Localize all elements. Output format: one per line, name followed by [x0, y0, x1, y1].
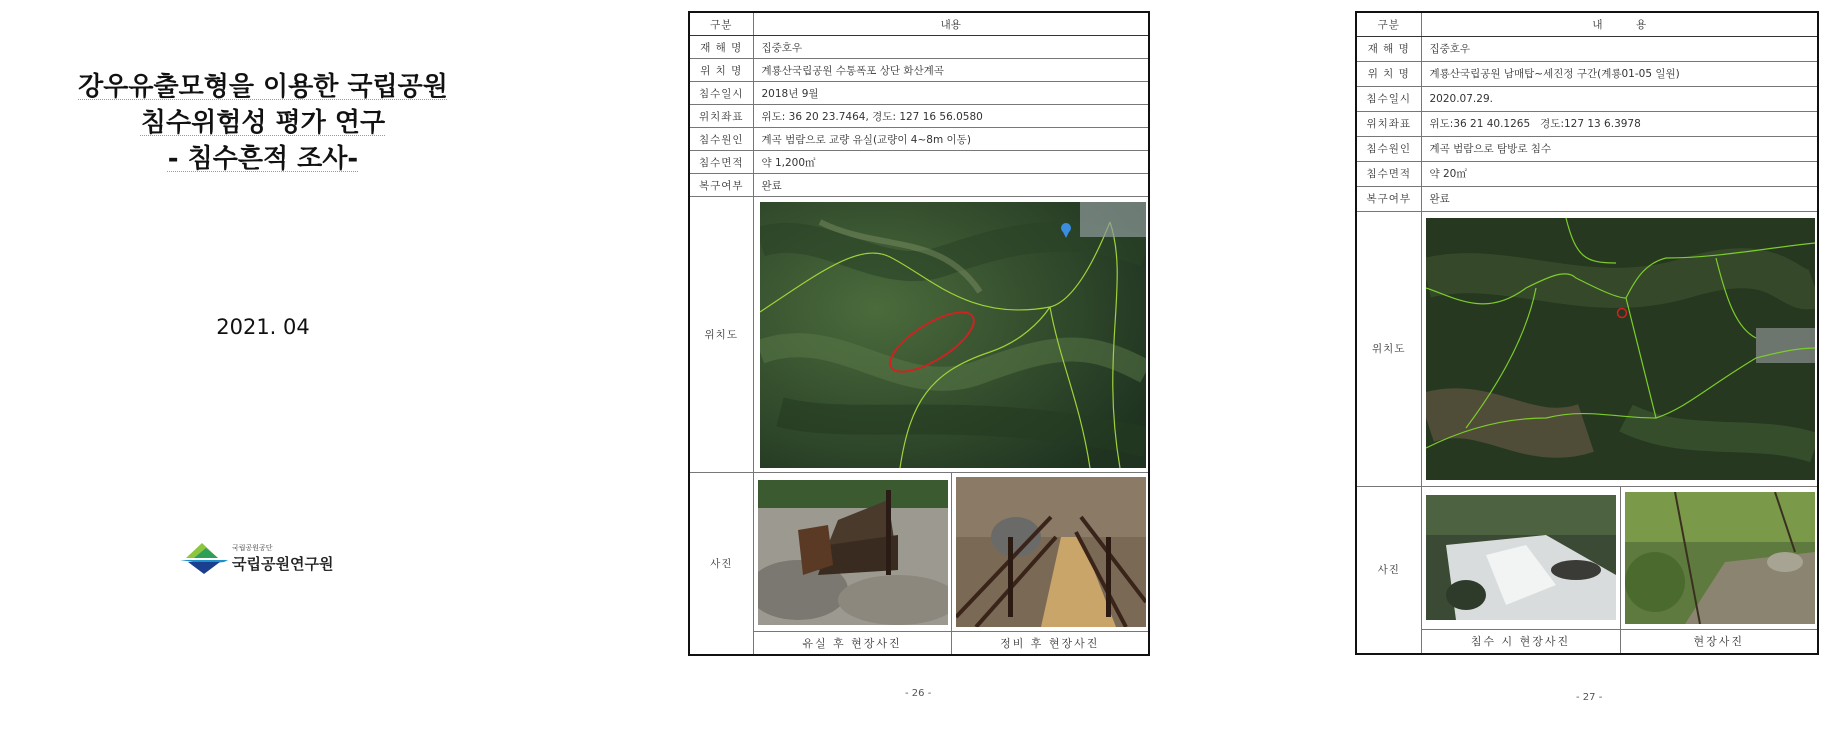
- map-label: 위치도: [1356, 211, 1421, 486]
- cover-title-line-2: [0, 102, 526, 139]
- row-label: 위 치 명: [689, 59, 753, 82]
- row-value: 집중호우: [753, 36, 1149, 59]
- row-label: 침수일시: [689, 82, 753, 105]
- row-value: 약 20㎡: [1421, 161, 1818, 186]
- header-content: 내용: [753, 12, 1149, 36]
- photo-caption: 정비 후 현장사진: [951, 632, 1149, 656]
- row-value: 위도:36 21 40.1265 경도:127 13 6.3978: [1421, 111, 1818, 136]
- photo-cell: [1421, 486, 1620, 629]
- row-label: 복구여부: [689, 174, 753, 197]
- cover-title-text-2: 침수위험성 평가 연구: [140, 108, 386, 138]
- cover-title-line-1: [0, 66, 526, 103]
- row-value: 계룡산국립공원 수통폭포 상단 화산계곡: [753, 59, 1149, 82]
- row-value: 계룡산국립공원 남매탑~세진정 구간(계룡01-05 일원): [1421, 61, 1818, 86]
- row-value: 완료: [1421, 186, 1818, 211]
- org-parent-name: 국립공원공단: [232, 544, 273, 552]
- row-label: 위 치 명: [1356, 61, 1421, 86]
- row-value: 위도: 36 20 23.7464, 경도: 127 16 56.0580: [753, 105, 1149, 128]
- flood-record-table-27: [1355, 11, 1819, 655]
- cover-page: [0, 0, 540, 734]
- map-cell: [1421, 211, 1818, 486]
- flooding-stream-photo: [1426, 495, 1616, 620]
- map-cell: [753, 197, 1149, 473]
- row-label: 침수일시: [1356, 86, 1421, 111]
- row-value: 계곡 범람으로 교량 유실(교량이 4~8m 이동): [753, 128, 1149, 151]
- header-label: 구분: [689, 12, 753, 36]
- mountain-wave-logo-icon: [180, 540, 230, 578]
- org-name: 국립공원연구원: [232, 555, 334, 573]
- cover-title-text-3: - 침수흔적 조사-: [167, 144, 359, 174]
- row-label: 위치좌표: [689, 105, 753, 128]
- satellite-map-image: [1426, 218, 1815, 480]
- repaired-bridge-photo: [956, 477, 1146, 627]
- row-value: 2020.07.29.: [1421, 86, 1818, 111]
- row-label: 위치좌표: [1356, 111, 1421, 136]
- photo-cell: [753, 473, 951, 632]
- cover-title-text-1: 강우유출모형을 이용한 국립공원: [78, 72, 448, 102]
- flood-record-table-26: [688, 11, 1150, 656]
- header-label: 구분: [1356, 12, 1421, 36]
- row-label: 재 해 명: [689, 36, 753, 59]
- photo-label: 사진: [689, 473, 753, 656]
- row-label: 침수면적: [689, 151, 753, 174]
- row-value: 2018년 9월: [753, 82, 1149, 105]
- header-content: 내 용: [1421, 12, 1818, 36]
- satellite-map-image: [760, 202, 1146, 468]
- cover-date: 2021. 04: [216, 315, 310, 339]
- row-label: 재 해 명: [1356, 36, 1421, 61]
- photo-caption: 침수 시 현장사진: [1421, 629, 1620, 654]
- photo-caption: 유실 후 현장사진: [753, 632, 951, 656]
- page-number: - 26 -: [905, 688, 932, 699]
- row-value: 집중호우: [1421, 36, 1818, 61]
- row-label: 복구여부: [1356, 186, 1421, 211]
- row-value: 계곡 범람으로 탐방로 침수: [1421, 136, 1818, 161]
- row-label: 침수면적: [1356, 161, 1421, 186]
- photo-label: 사진: [1356, 486, 1421, 654]
- map-label: 위치도: [689, 197, 753, 473]
- photo-cell: [951, 473, 1149, 632]
- damaged-bridge-photo: [758, 480, 948, 625]
- row-value: 완료: [753, 174, 1149, 197]
- page-number: - 27 -: [1576, 692, 1603, 703]
- cover-title-line-3: [0, 138, 526, 175]
- institute-logo: [180, 540, 340, 580]
- photo-caption: 현장사진: [1620, 629, 1818, 654]
- row-label: 침수원인: [689, 128, 753, 151]
- row-label: 침수원인: [1356, 136, 1421, 161]
- row-value: 약 1,200㎡: [753, 151, 1149, 174]
- satellite-location-map: [760, 202, 1146, 468]
- forest-trail-photo: [1625, 492, 1815, 624]
- satellite-location-map: [1426, 218, 1815, 480]
- photo-cell: [1620, 486, 1818, 629]
